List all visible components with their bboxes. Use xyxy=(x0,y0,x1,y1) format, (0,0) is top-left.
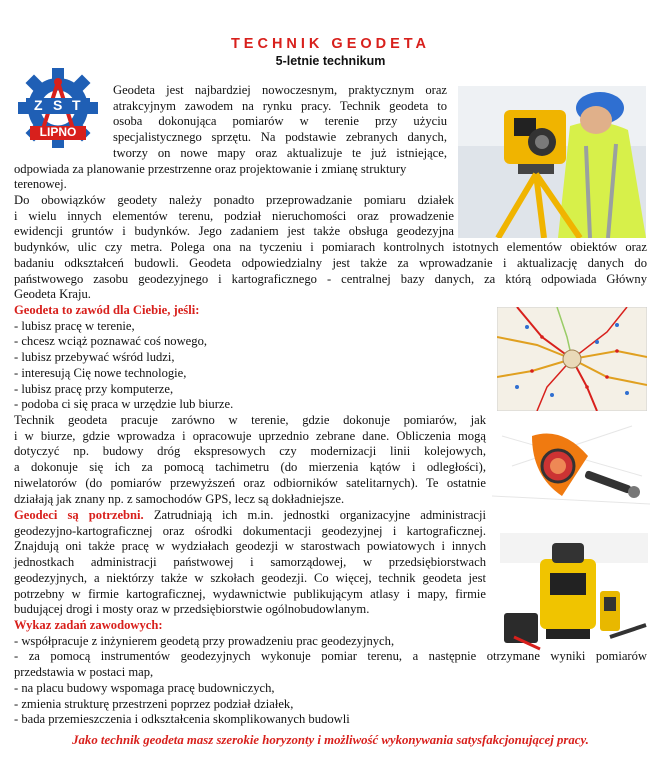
text-line: geodezyjnych, a niektórzy także w szkołach geodezji. Co więcej, technik geodeta jest xyxy=(14,570,486,585)
text-line: tworzy on nowe mapy oraz aktualizuje te już istniejące, xyxy=(113,145,447,160)
section-heading: Geodeci są potrzebni. xyxy=(14,508,144,522)
text-line: budującej drogi i mosty oraz w przedsiębiorstwie ogólnobudowlanym. xyxy=(14,602,370,617)
text-line: Geodeta Kraju. xyxy=(14,287,91,302)
prism-image xyxy=(492,416,650,520)
intro-paragraph xyxy=(14,83,447,193)
list-item: - lubisz pracę przy komputerze, xyxy=(14,381,174,396)
text-line: i wielu innych elementów terenu, podział nieruchomości oraz prowadzenie xyxy=(14,208,454,223)
text-line: Geodeta jest najbardziej nowoczesnym, praktycznym oraz xyxy=(113,83,447,97)
text-line: i w biurze, gdzie wprowadza i opracowuje uprzednio zebrane dane. Obliczenia mogą xyxy=(14,428,486,443)
page-title: TECHNIK GEODETA xyxy=(230,36,431,52)
text-line: a dokonuje się ich za pomocą tachimetru (do mierzenia kątów i odległości), xyxy=(14,460,486,475)
map-image xyxy=(497,307,647,411)
text-line: działają jak znany np. z samochodów GPS, lecz są dokładniejsze. xyxy=(14,491,345,506)
section-heading: Geodeta to zawód dla Ciebie, jeśli: xyxy=(14,303,200,317)
list-item: - lubisz pracę w terenie, xyxy=(14,318,135,333)
duties-paragraph xyxy=(14,193,647,303)
list-item: - zmienia strukturę przestrzeni poprzez podział działek, xyxy=(14,696,294,711)
list-item: - interesują Cię nowe technologie, xyxy=(14,365,187,380)
text-line: państwowego zasobu geodezyjnego i kartograficznego - centralnej bazy danych, za którą odpowiada Główny xyxy=(14,271,647,286)
text-line: Do obowiązków geodety należy ponadto przeprowadzanie pomiaru działek xyxy=(14,193,454,207)
text-line: budynków, ulic czy metra. Polega ona na tyczeniu i pomiarach kontrolnych istotnych elementów obiektów oraz xyxy=(14,240,647,255)
list-item: - chcesz wciąż poznawać coś nowego, xyxy=(14,334,208,349)
text-line: osoba dokonująca pomiarów w terenie przy użyciu xyxy=(113,114,447,129)
logo-town: LIPNO xyxy=(39,125,77,139)
text-line: ewidencji gruntów i budynków. Jego zadaniem jest także obsługa geodezyjna xyxy=(14,224,454,239)
text-line: atrakcyjnym zawodem na rynku pracy. Technik geodeta to xyxy=(113,98,447,113)
logo-letter-t: T xyxy=(72,97,81,113)
list-item: - bada przemieszczenia i odkształcenia skomplikowanych budowli xyxy=(14,712,350,727)
text-line: jednostkach administracji państwowej i samorządowej, w przedsiębiorstwach xyxy=(14,555,486,570)
text-line: terenowej. xyxy=(14,177,67,192)
text-span: Zatrudniają ich m.in. jednostki organizacyjne administracji xyxy=(143,508,486,522)
text-line: dotyczyć np. budowy dróg ekspresowych czy modernizacji linii kolejowych, xyxy=(14,444,486,459)
list-item: przedstawia w postaci map, xyxy=(14,665,154,680)
text-line: niwelatorów (do pomiarów przewyższeń oraz odbiorników satelitarnych). Te ostatnie xyxy=(14,475,486,490)
text-line xyxy=(14,508,486,524)
for-you-section xyxy=(14,303,484,413)
text-line: geodezyjno-kartograficznej oraz ośrodki dokumentacji geodezyjnej i kartograficznej. xyxy=(14,523,486,538)
text-line: Znajdują oni także pracę w wydziałach geodezji w starostwach powiatowych i innych xyxy=(14,539,486,554)
list-item: - lubisz przebywać wśród ludzi, xyxy=(14,350,175,365)
closing-statement: Jako technik geodeta masz szerokie horyzonty i możliwość wykonywania satysfakcjonującej pracy. xyxy=(72,733,589,747)
page-subtitle: 5-letnie technikum xyxy=(275,54,386,68)
text-line: potrzebny w firmie kartograficznej, wydawnictwie publikującym atlasy i mapy, firmie xyxy=(14,586,486,601)
tasks-section xyxy=(14,618,647,728)
list-item: - podoba ci się praca w urzędzie lub biurze. xyxy=(14,397,234,412)
text-line: specjalistycznego sprzętu. Na podstawie zebranych danych, xyxy=(113,130,447,145)
work-paragraph xyxy=(14,413,486,507)
list-item: - na placu budowy wspomaga pracę budowniczych, xyxy=(14,680,275,695)
list-item: - za pomocą instrumentów geodezyjnych wykonuje pomiar terenu, a następnie otrzymane wyniki pomiarów xyxy=(14,649,647,664)
logo-letter-z: Z xyxy=(34,97,43,113)
text-line: Technik geodeta pracuje zarówno w terenie, gdzie dokonuje pomiarów, jak xyxy=(14,413,486,427)
text-line: badaniu odkształceń budowli. Geodeta odpowiedzialny jest także za wprowadzanie i aktualizację danych do xyxy=(14,255,647,270)
text-line: odpowiada za planowanie przestrzenne oraz projektowanie i zmianę struktury xyxy=(14,161,407,176)
logo-letter-s: S xyxy=(53,97,63,113)
section-heading: Wykaz zadań zawodowych: xyxy=(14,618,163,632)
needed-paragraph xyxy=(14,508,486,618)
list-item: - współpracuje z inżynierem geodetą przy prowadzeniu prac geodezyjnych, xyxy=(14,633,395,648)
